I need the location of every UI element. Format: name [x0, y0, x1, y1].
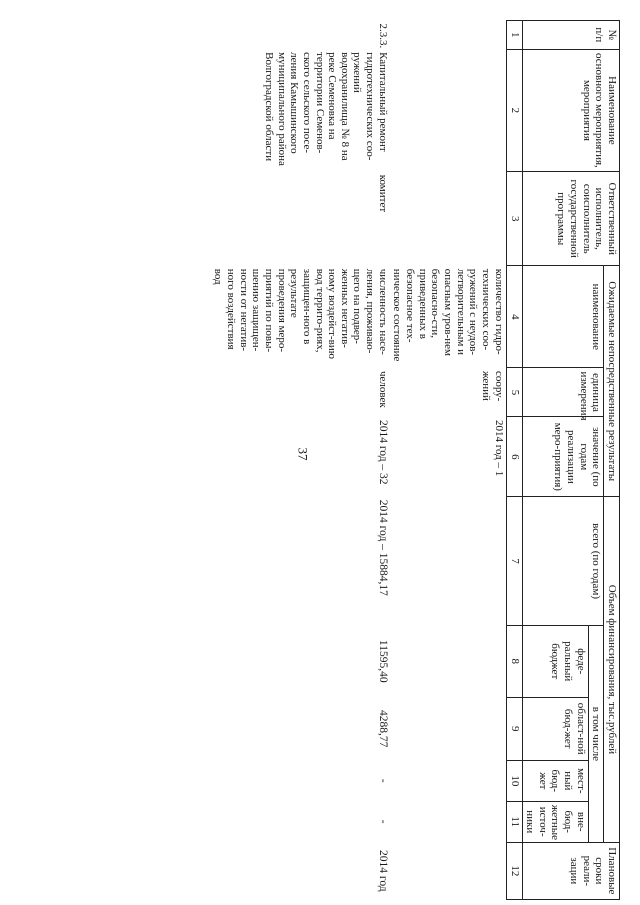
row-number: 2.3.3.	[376, 23, 389, 49]
col-number: 2	[506, 49, 522, 172]
period-cell: 2014 год	[376, 850, 389, 892]
local-cell: -	[376, 778, 389, 783]
header-period: Плановые сроки реали-зации	[522, 842, 619, 899]
header-total: всего (по годам)	[522, 497, 604, 626]
regional-cell: 4288,77	[376, 710, 389, 748]
header-finance-group: Объем финансирования, тыс.рублей	[604, 497, 620, 842]
extra-cell: -	[376, 819, 389, 824]
column-number-row	[506, 21, 522, 900]
col-number: 11	[506, 801, 522, 842]
col-number: 1	[506, 21, 522, 50]
header-value: значение (по годам реализации меро-приятия)	[522, 417, 604, 497]
total-cell: 2014 год – 15884,17	[376, 499, 389, 596]
col-number: 9	[506, 697, 522, 760]
federal-cell: 11595,40	[376, 639, 389, 683]
value-cell: 2014 год – 32	[376, 419, 389, 485]
page-number: 37	[295, 447, 311, 461]
header-name: Наименование основного мероприятия, мероприятия	[522, 49, 619, 172]
header-incl-group: в том числе	[588, 625, 604, 842]
value-cell: 2014 год – 1	[492, 419, 505, 477]
col-number: 5	[506, 368, 522, 417]
header-local: мест-ный бюд-жет	[522, 760, 588, 801]
program-table	[211, 20, 620, 900]
col-number: 7	[506, 497, 522, 626]
rotated-table-area	[0, 20, 620, 900]
executor-cell: комитет	[376, 174, 389, 213]
header-unit: единица измерения	[522, 368, 604, 417]
unit-cell: человек	[376, 370, 389, 408]
header-results-group: Ожидаемые непосредственные результаты	[604, 266, 620, 497]
header-indicator: наименование	[522, 266, 604, 368]
header-row-1	[604, 21, 620, 900]
col-number: 6	[506, 417, 522, 497]
col-number: 3	[506, 172, 522, 266]
col-number: 12	[506, 842, 522, 899]
table-row-previous	[390, 21, 506, 900]
col-number: 10	[506, 760, 522, 801]
unit-cell: соору-жений	[479, 370, 505, 402]
header-executor: Ответственный исполнитель, соисполнитель государственной программы	[522, 172, 619, 266]
header-regional: област-ной бюд-жет	[522, 697, 588, 760]
col-number: 4	[506, 266, 522, 368]
header-federal: феде-ральный бюджет	[522, 625, 588, 697]
measure-name: Капитальный ремонт гидротехнических соо-ружений водохранилища № 8 на реке Семеновка на территории Семенов-ского сельского посе-ления Камышинского муниципального района Волгоградской области	[262, 52, 389, 166]
indicator-cell: численность насе-ления, проживаю-щего на подвер-женных негатив-ному воздейст-вию вод террито-риях, защищен-ного в результате проведения меро-приятий по повы-шению защищен-ности от негатив-ного воздействия вод	[212, 268, 389, 359]
header-num: № п/п	[522, 21, 619, 50]
table-row-2-3-3	[211, 21, 390, 900]
indicator-cell: количество гидро-технических соо-ружений с неудов-летворительным и опасным уров-нем безопасно-сти, приведенных в безопасное тех-ническое состояние	[391, 268, 505, 362]
header-extra: вне-бюд-жетные источ-ники	[522, 801, 588, 842]
col-number: 8	[506, 625, 522, 697]
